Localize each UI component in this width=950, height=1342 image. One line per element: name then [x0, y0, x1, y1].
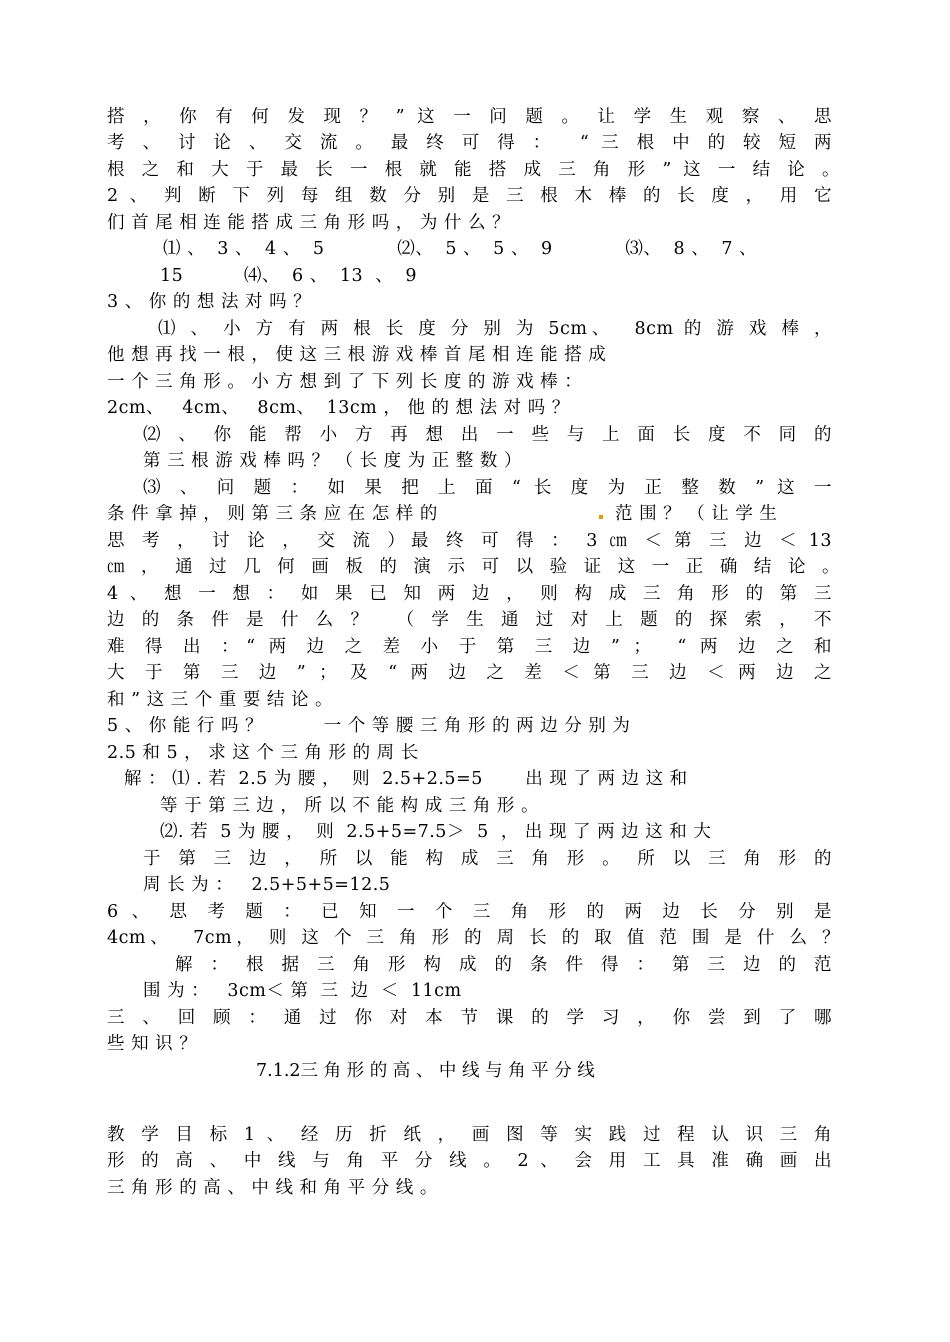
section-title: 7.1.2三 角 形 的 高 、 中 线 与 角 平 分 线	[256, 1061, 595, 1081]
text-line: 第 三 根 游 戏 棒 吗 ？ （ 长 度 为 正 整 数 ）	[143, 451, 522, 471]
text-line: 于 第 三 边 ， 所 以 能 构 成 三 角 形 。 所 以 三 角 形 的	[143, 849, 832, 869]
text-line: 围 为 ： 3cm＜ 第 三 边 ＜ 11cm	[143, 981, 462, 1001]
text-line: 6 、 思 考 题 ： 已 知 一 个 三 角 形 的 两 边 长 分 别 是	[107, 902, 832, 922]
text-line: ⑵. 若 5 为 腰 ， 则 2.5+5=7.5＞ 5 ， 出 现 了 两 边 这 和 大	[160, 822, 712, 842]
highlight-mark	[599, 515, 603, 519]
text-line: ⑶ 、 问 题 ： 如 果 把 上 面 “ 长 度 为 正 整 数 ” 这 一	[143, 478, 832, 498]
text-line: 三 角 形 的 高 、 中 线 和 角 平 分 线 。	[107, 1178, 438, 1198]
text-line: 思 考 ， 讨 论 ， 交 流 ）最 终 可 得 ： 3 ㎝ ＜ 第 三 边 ＜ 13	[107, 531, 832, 551]
text-line: 们 首 尾 相 连 能 搭 成 三 角 形 吗 ， 为 什 么 ？	[107, 213, 511, 233]
text-line: 2cm、 4cm、 8cm、 13cm ， 他 的 想 法 对 吗 ？	[107, 398, 570, 418]
text-line: 15 ⑷、 6 、 13 、 9	[160, 266, 417, 286]
text-line: 周 长 为 ： 2.5+5+5=12.5	[143, 875, 391, 895]
text-line: 形 的 高 、 中 线 与 角 平 分 线 。 2 、 会 用 工 具 准 确 画 出	[107, 1151, 832, 1171]
text-line: 2.5 和 5 ， 求 这 个 三 角 形 的 周 长	[107, 743, 419, 763]
text-line: 考 、 讨 论 、 交 流 。 最 终 可 得 ： “ 三 根 中 的 较 短 两	[107, 133, 832, 153]
text-line: 4cm、 7cm， 则 这 个 三 角 形 的 周 长 的 取 值 范 围 是 什 么 ？	[107, 928, 840, 948]
text-line: 大 于 第 三 边 ” ； 及 “ 两 边 之 差 ＜ 第 三 边 ＜ 两 边 之	[107, 663, 832, 683]
text-line: 根 之 和 大 于 最 长 一 根 就 能 搭 成 三 角 形 ” 这 一 结 论 。	[107, 160, 840, 180]
text-line: 解 ： 根 据 三 角 形 构 成 的 条 件 得 ： 第 三 边 的 范	[175, 955, 832, 975]
text-line: 条 件 拿 掉 ， 则 第 三 条 应 在 怎 样 的	[107, 504, 438, 524]
text-line: ⑴ 、 小 方 有 两 根 长 度 分 别 为 5cm、 8cm 的 游 戏 棒 ，	[158, 319, 832, 339]
text-line: 3 、 你 的 想 法 对 吗 ？	[107, 292, 312, 312]
text-line: 边 的 条 件 是 什 么 ？ （ 学 生 通 过 对 上 题 的 探 索 ， 不	[107, 610, 832, 630]
text-line: 他 想 再 找 一 根 ， 使 这 三 根 游 戏 棒 首 尾 相 连 能 搭 成	[107, 345, 607, 365]
text-line: 难 得 出 ：“ 两 边 之 差 小 于 第 三 边 ” ； “ 两 边 之 和	[107, 637, 832, 657]
text-line: 三 、 回 顾 ： 通 过 你 对 本 节 课 的 学 习 ， 你 尝 到 了 哪	[107, 1008, 832, 1028]
text-line: 和 ” 这 三 个 重 要 结 论 。	[107, 690, 334, 710]
text-line: ⑵ 、 你 能 帮 小 方 再 想 出 一 些 与 上 面 长 度 不 同 的	[143, 425, 832, 445]
text-line: ⑴ 、 3 、 4 、 5 ⑵、 5 、 5 、 9 ⑶、 8 、 7 、	[163, 239, 758, 259]
text-line: ㎝ ， 通 过 几 何 画 板 的 演 示 可 以 验 证 这 一 正 确 结 论 。	[107, 557, 840, 577]
text-line: 些 知 识 ？	[107, 1034, 198, 1054]
text-line: 一 个 三 角 形 。 小 方 想 到 了 下 列 长 度 的 游 戏 棒 ：	[107, 372, 583, 392]
text-line: 教 学 目 标 1 、 经 历 折 纸 ， 画 图 等 实 践 过 程 认 识 三 角	[107, 1125, 832, 1145]
text-line: 解 ： ⑴ . 若 2.5 为 腰 ， 则 2.5+2.5=5 出 现 了 两 边 这 和	[124, 769, 688, 789]
text-line: 范 围 ？ （ 让 学 生	[615, 504, 778, 524]
text-line: 搭 ， 你 有 何 发 现 ？ ” 这 一 问 题 。 让 学 生 观 察 、 思	[107, 107, 832, 127]
text-line: 5 、 你 能 行 吗 ？ 一 个 等 腰 三 角 形 的 两 边 分 别 为	[107, 716, 631, 736]
text-line: 等 于 第 三 边 ， 所 以 不 能 构 成 三 角 形 。	[160, 796, 539, 816]
text-line: 2 、 判 断 下 列 每 组 数 分 别 是 三 根 木 棒 的 长 度 ， 用 它	[107, 186, 832, 206]
text-line: 4 、 想 一 想 ： 如 果 已 知 两 边 ， 则 构 成 三 角 形 的 第 三	[107, 584, 832, 604]
